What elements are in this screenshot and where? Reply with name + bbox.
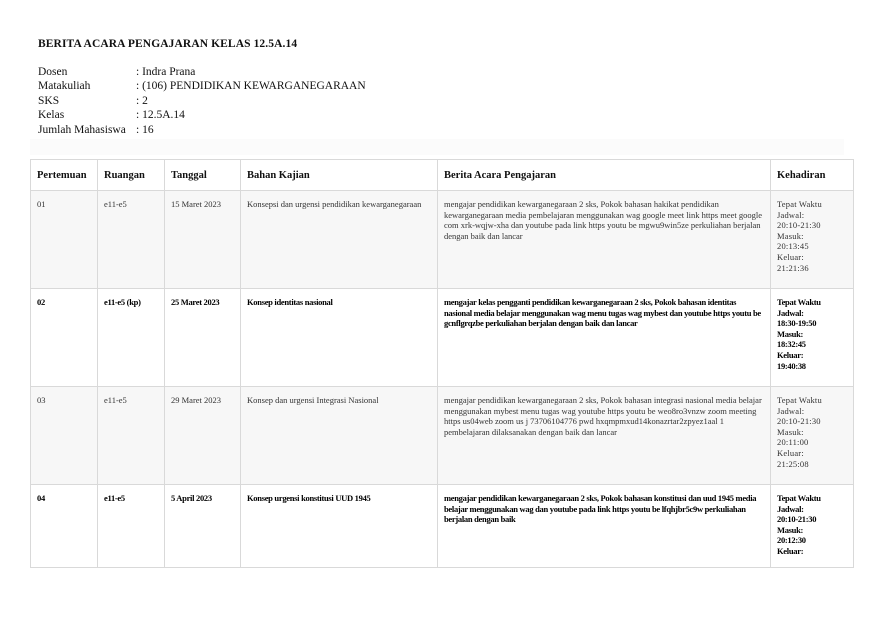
cell-pertemuan: 01 [31,191,98,289]
kehadiran-masuk-value: 20:13:45 [777,241,809,252]
info-label: Kelas [38,109,65,122]
info-row-matakuliah [38,79,366,93]
kehadiran-status: Tepat Waktu [777,493,821,503]
info-label: Matakuliah [38,80,91,93]
info-row-kelas [38,108,366,122]
kehadiran-masuk-label: Masuk: [777,524,804,535]
kehadiran-jadwal-value: 20:10-21:30 [777,514,817,525]
cell-ruangan: e11-e5 (kp) [98,289,165,387]
kehadiran-keluar-value: 19:40:38 [777,360,806,371]
cell-bahan-kajian: Konsepsi dan urgensi pendidikan kewarganegaraan [241,191,438,289]
column-header-tanggal: Tanggal [165,160,241,191]
cell-berita-acara: mengajar kelas pengganti pendidikan kewarganegaraan 2 sks, Pokok bahasan identitas nasional media belajar menggunakan wag menu tugas wag mybest dan youtube https youtu be gcnflgrqzbe perkuliahan berjalan dengan baik dan lancar [438,289,771,387]
document-title: BERITA ACARA PENGAJARAN KELAS 12.5A.14 [38,38,298,50]
info-value: : 16 [136,123,154,136]
info-value: : 2 [136,94,148,107]
kehadiran-status: Tepat Waktu [777,199,822,209]
kehadiran-jadwal-label: Jadwal: [777,405,805,416]
cell-ruangan: e11-e5 [98,191,165,289]
cell-ruangan: e11-e5 [98,387,165,485]
cell-kehadiran [771,485,854,568]
table-row [31,191,854,289]
column-header-ruangan: Ruangan [98,160,165,191]
cell-berita-acara: mengajar pendidikan kewarganegaraan 2 sks, Pokok bahasan hakikat pendidikan kewarganegaraan media pembelajaran menggunakan wag google meet link https meet google com xrk-wqjw-xha dan youtube pada link https youtu be mgwu9win5ze perkuliahan berjalan dengan baik dan lancar [438,191,771,289]
info-row-jumlah-mahasiswa [38,123,366,137]
cell-tanggal: 25 Maret 2023 [165,289,241,387]
kehadiran-masuk-label: Masuk: [777,328,804,339]
cell-ruangan: e11-e5 [98,485,165,568]
kehadiran-jadwal-label: Jadwal: [777,503,804,514]
kehadiran-keluar-value: 21:25:08 [777,458,809,469]
table-header-row [31,160,854,191]
kehadiran-masuk-value: 20:11:00 [777,437,809,448]
cell-kehadiran [771,387,854,485]
column-header-kehadiran: Kehadiran [771,160,854,191]
kehadiran-keluar-label: Keluar: [777,349,804,360]
info-row-sks [38,94,366,108]
teaching-record-table [30,159,854,568]
kehadiran-jadwal-value: 20:10-21:30 [777,220,821,231]
cell-pertemuan: 03 [31,387,98,485]
kehadiran-jadwal-value: 20:10-21:30 [777,416,821,427]
cell-berita-acara: mengajar pendidikan kewarganegaraan 2 sks, Pokok bahasan integrasi nasional media belajar menggunakan mybest menu tugas wag youtube https youtu be weo8ro3vnzw zoom meeting https us04web zoom us j 73706104776 pwd hxqmpmxud14konazrtar2zpyez1aal 1 pembelajaran dilaksanakan dengan baik dan lancar [438,387,771,485]
cell-bahan-kajian: Konsep identitas nasional [241,289,438,387]
cell-tanggal: 5 April 2023 [165,485,241,568]
kehadiran-masuk-label: Masuk: [777,426,804,437]
cell-kehadiran [771,191,854,289]
info-label: Jumlah Mahasiswa [38,123,126,136]
kehadiran-keluar-label: Keluar: [777,545,804,556]
column-header-bahan-kajian: Bahan Kajian [241,160,438,191]
kehadiran-jadwal-value: 18:30-19:50 [777,318,817,329]
kehadiran-status: Tepat Waktu [777,395,822,405]
column-header-berita-acara: Berita Acara Pengajaran [438,160,771,191]
info-row-dosen [38,65,366,79]
table-row [31,387,854,485]
kehadiran-masuk-value: 18:32:45 [777,339,806,350]
divider-band [30,139,844,155]
kehadiran-masuk-label: Masuk: [777,230,804,241]
cell-bahan-kajian: Konsep dan urgensi Integrasi Nasional [241,387,438,485]
course-info [38,65,366,137]
kehadiran-jadwal-label: Jadwal: [777,209,805,220]
table-row [31,485,854,568]
table-row [31,289,854,387]
cell-bahan-kajian: Konsep urgensi konstitusi UUD 1945 [241,485,438,568]
cell-tanggal: 29 Maret 2023 [165,387,241,485]
info-label: Dosen [38,66,68,78]
cell-pertemuan: 04 [31,485,98,568]
column-header-pertemuan: Pertemuan [31,160,98,191]
info-value: : Indra Prana [136,66,196,78]
cell-berita-acara: mengajar pendidikan kewarganegaraan 2 sks, Pokok bahasan konstitusi dan uud 1945 media belajar menggunakan wag dan youtube pada link https youtu be lfqhjbr5c9w perkuliahan berjalan dengan baik [438,485,771,568]
cell-pertemuan: 02 [31,289,98,387]
cell-kehadiran [771,289,854,387]
info-value: : 12.5A.14 [136,109,185,122]
kehadiran-keluar-label: Keluar: [777,447,804,458]
kehadiran-jadwal-label: Jadwal: [777,307,804,318]
kehadiran-masuk-value: 20:12:30 [777,535,806,546]
info-value: : (106) PENDIDIKAN KEWARGANEGARAAN [136,80,366,93]
cell-tanggal: 15 Maret 2023 [165,191,241,289]
kehadiran-keluar-label: Keluar: [777,251,804,262]
info-label: SKS [38,94,60,107]
kehadiran-keluar-value: 21:21:36 [777,262,809,273]
kehadiran-status: Tepat Waktu [777,297,821,307]
